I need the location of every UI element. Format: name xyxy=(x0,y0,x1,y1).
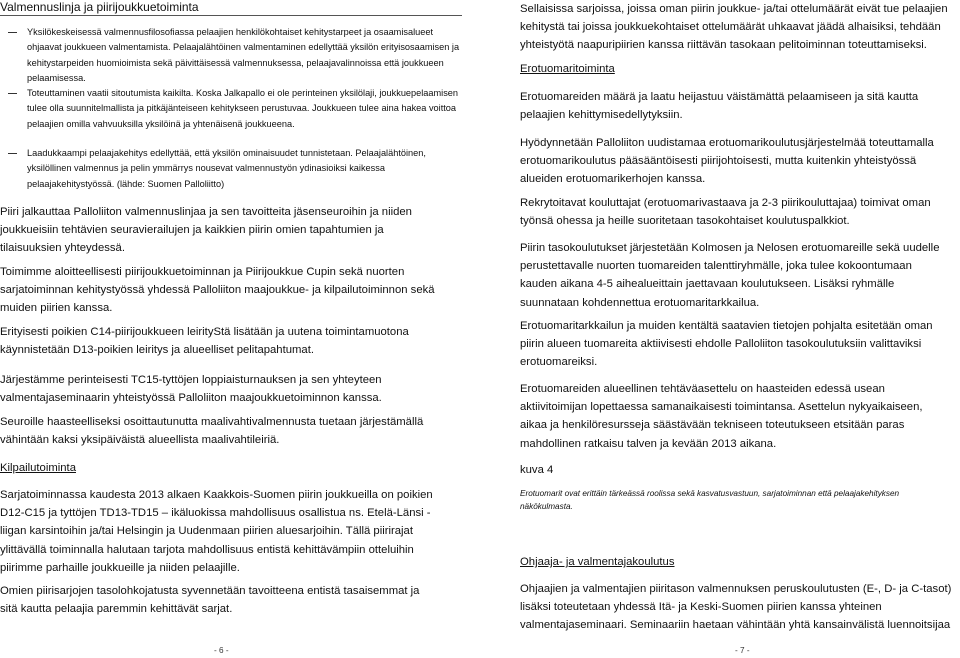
paragraph: Erotuomareiden alueellinen tehtäväasettelu on haasteiden edessä usean aktiivitoimijan lopettaessa samanaikaisesti toimintansa. Asettelun nykyaikaiseen, aikaa ja henkilöresursseja säästävään tekniseen toteutukseen etsitään paras mahdollinen ratkaisu talven ja kevään 2013 aikana. xyxy=(520,383,923,450)
paragraph: Erityisesti poikien C14-piirijoukkueen leirityStä lisätään ja uutena toimintamuotona käynnistetään D13-poikien leiritys ja alueelliset pelitapahtumat. xyxy=(0,326,409,357)
figure-caption: Erotuomarit ovat erittäin tärkeässä roolissa sekä kasvatusvastuun, sarjatoiminnan että pelaajakehityksen näkökulmasta. xyxy=(520,489,900,511)
bullet-item: Yksilökeskeisessä valmennusfilosofiassa pelaajien henkilökohtaiset kehitystarpeet ja osaamisalueet ohjaavat joukkueen valmentamista. Pelaajalähtöinen valmentaminen edellyttää yksilön erityisosaamisen ja kehitystarpeiden huomioimista sekä päivittäisessä valmennuksessa, pelaajavalinnoissa että joukkueen pelaamisessa. xyxy=(0,25,462,87)
subheading-erotuomaritoiminta: Erotuomaritoiminta xyxy=(520,63,615,75)
subheading-ohjaaja-valmentajakoulutus: Ohjaaja- ja valmentajakoulutus xyxy=(520,556,675,568)
page-number: - 7 - xyxy=(735,646,750,655)
paragraph: Toimimme aloitteellisesti piirijoukkuetoiminnan ja Piirijoukkue Cupin sekä nuorten sarjatoiminnan kehitystyössä yhdessä Palloliiton maajoukkue- ja kilpailutoiminnon sekä muiden piirien kanssa. xyxy=(0,266,435,315)
page-number: - 6 - xyxy=(214,646,229,655)
paragraph: Sarjatoiminnassa kaudesta 2013 alkaen Kaakkois-Suomen piirin joukkueilla on poikien D12-C15 ja tyttöjen TD13-TD15 – ikäluokissa mahdollisuus osallistua ns. Etelä-Länsi -liigan karsintoihin ja/tai Helsingin ja Uudenmaan piirien aluesarjoihin. Tällä piirirajat ylittävällä toiminnalla halutaan tarjota mahdollisuus entistä kehittävämpiin otteluihin piirimme parhaille joukkueille ja niiden pelaajille. xyxy=(0,489,433,574)
paragraph: Järjestämme perinteisesti TC15-tyttöjen loppiaisturnauksen ja sen yhteyteen valmentajaseminaarin yhteistyössä Palloliiton maajoukkuetoiminnon kanssa. xyxy=(0,374,382,405)
paragraph: Piiri jalkauttaa Palloliiton valmennuslinjaa ja sen tavoitteita jäsenseuroihin ja niiden joukkueisiin tehtävien seuravierailujen ja kaikkien piirin omien tapahtumien ja tilaisuuksien yhteydessä. xyxy=(0,206,412,255)
paragraph: Omien piirisarjojen tasolohkojatusta syvennetään tavoitteena entistä tasaisemmat ja sitä kautta pelaajia paremmin kehittävät sarjat. xyxy=(0,585,420,616)
paragraph: Erotuomareiden määrä ja laatu heijastuu väistämättä pelaamiseen ja sitä kautta pelaajien kehittymisedellytyksiin. xyxy=(520,91,919,122)
subheading-kilpailutoiminta: Kilpailutoiminta xyxy=(0,462,76,474)
left-page xyxy=(0,0,462,658)
bullet-item: Toteuttaminen vaatii sitoutumista kaikilta. Koska Jalkapallo ei ole perinteinen yksilölaji, joukkuepelaamisen tulee olla suunnitelmallista ja pitkäjänteiseen kehitykseen perustuvaa. Joukkueen tulee aina hakea voittoa pelaajien omilla vahvuuksilla yksilöinä ja yhtenäisenä joukkueena. xyxy=(0,86,462,132)
paragraph: Hyödynnetään Palloliiton uudistamaa erotuomarikoulutusjärjestelmää toteuttamalla erotuomarikoulutus pääsääntöisesti piirijohtoisesti, mutta kuitenkin yhteistyössä alueiden erotuomarikerhojen kanssa. xyxy=(520,137,934,186)
paragraph: Sellaisissa sarjoissa, joissa oman piirin joukkue- ja/tai ottelumäärät eivät tue pelaajien kehitystä tai joissa joukkuekohtaiset ottelumäärät uhkaavat jäädä alhaisiksi, tehdään yhteistyötä naapuripiirien kanssa riittävän tasokaan pelitoiminnan toteuttamiseksi. xyxy=(520,3,948,52)
section-title: Valmennuslinja ja piirijoukkuetoiminta xyxy=(0,0,199,14)
title-underline xyxy=(0,15,462,16)
paragraph: Piirin tasokoulutukset järjestetään Kolmosen ja Nelosen erotuomareille sekä uudelle perustettavalle nuorten tuomareiden talenttiryhmälle, joka tulee kokoontumaan kauden aikana 4-5 aihealueittain jaettavaan koulutukseen. Lisäksi ryhmälle suunnataan kohdennettua erotuomaritarkkailua. xyxy=(520,242,940,309)
figure-label: kuva 4 xyxy=(520,464,554,476)
paragraph: Seuroille haasteelliseksi osoittautunutta maalivahtivalmennusta tuetaan järjestämällä vähintään kaksi yksipäiväistä alueellista maalivahtileiriä. xyxy=(0,416,424,447)
paragraph: Erotuomaritarkkailun ja muiden kentältä saatavien tietojen pohjalta esitetään oman piirin alueen tuomareita aktiivisesti ehdolle Palloliiton tasokoulutuksiin valittaviksi erotuomareiksi. xyxy=(520,320,933,369)
paragraph: Ohjaajien ja valmentajien piiritason valmennuksen peruskoulutusten (E-, D- ja C-tasot) lisäksi toteutetaan yhdessä Itä- ja Keski-Suomen piirien kanssa yhteinen valmentajaseminaari. Seminaariin haetaan vähintään yhtä kansainvälistä luennoitsijaa xyxy=(520,583,952,632)
right-page xyxy=(520,0,952,658)
paragraph: Rekrytoitavat kouluttajat (erotuomarivastaava ja 2-3 piirikouluttajaa) toimivat oman työnsä ohessa ja heille suoritetaan tasokohtaiset koulutuspalkkiot. xyxy=(520,197,931,228)
bullet-item: Laadukkaampi pelaajakehitys edellyttää, että yksilön ominaisuudet tunnistetaan. Pelaajalähtöinen, yksilöllinen valmennus ja pelin ymmärrys nousevat valmennustyön ydinasioiksi kaikessa pelaajakehitystyössä. (lähde: Suomen Palloliitto) xyxy=(0,146,462,192)
